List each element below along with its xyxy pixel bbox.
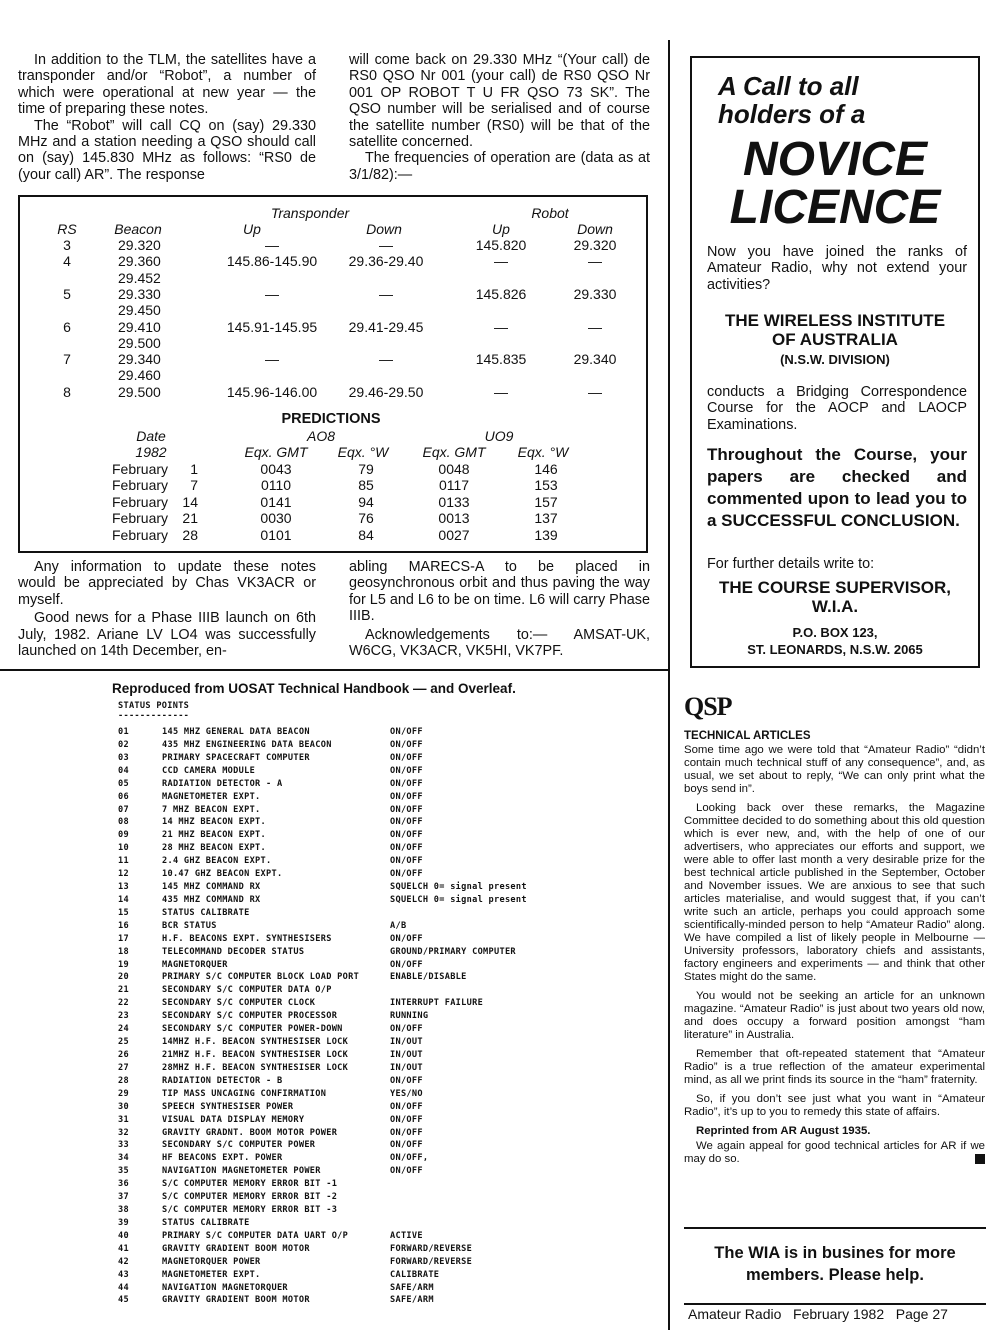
status-description: RADIATION DETECTOR - B	[162, 1075, 283, 1086]
freq-cell-t-up: —	[265, 237, 279, 253]
freq-cell-r-up: —	[494, 383, 508, 400]
prediction-cell-day: 7	[190, 477, 198, 494]
status-description: S/C COMPUTER MEMORY ERROR BIT -3	[162, 1205, 338, 1216]
ao8-gmt-header: Eqx. GMT	[244, 444, 308, 460]
status-number: 40	[118, 1230, 129, 1241]
listing-heading: Reproduced from UOSAT Technical Handbook — and Overleaf.	[112, 681, 516, 696]
qsp-article	[684, 730, 985, 1166]
status-value: SQUELCH 0= signal present	[390, 882, 527, 893]
paragraph: Any information to update these notes would be appreciated by Chas VK3ACR or myself.	[18, 559, 316, 608]
status-number: 11	[118, 856, 129, 867]
status-description: SECONDARY S/C COMPUTER POWER	[162, 1140, 316, 1151]
status-number: 04	[118, 765, 129, 776]
freq-cell-r-up: —	[494, 318, 508, 335]
status-description: BCR STATUS	[162, 920, 217, 931]
status-description: SECONDARY S/C COMPUTER DATA O/P	[162, 985, 332, 996]
ao8-label: AO8	[306, 428, 336, 444]
status-description: 28MHZ H.F. BEACON SYNTHESISER LOCK	[162, 1062, 349, 1073]
status-value: ON/OFF	[390, 1114, 423, 1125]
freq-cell-beacon: 29.500	[118, 383, 161, 400]
advert-write: For further details write to:	[707, 556, 875, 572]
prediction-cell-ao8-gmt: 0030	[260, 510, 292, 527]
paragraph: Good news for a Phase IIIB launch on 6th July, 1982. Ariane LV LO4 was successfully launched on 14th December, en-	[18, 610, 316, 660]
prediction-cell-uo9-gmt: 0117	[438, 477, 470, 494]
end-square-icon	[975, 1154, 985, 1164]
prediction-cell-day: 21	[182, 510, 198, 527]
status-number: 01	[118, 727, 129, 737]
status-value: GROUND/PRIMARY COMPUTER	[390, 946, 516, 957]
status-number: 33	[118, 1140, 129, 1151]
status-value: SQUELCH 0= signal present	[390, 894, 527, 905]
status-number: 41	[118, 1243, 129, 1254]
status-description: 21 MHZ BEACON EXPT.	[162, 830, 267, 841]
status-value: CALIBRATE	[390, 1269, 440, 1280]
status-description: HF BEACONS EXPT. POWER	[162, 1153, 283, 1164]
status-description: 435 MHZ COMMAND RX	[162, 894, 261, 905]
notes-column-1	[18, 559, 316, 659]
status-value: ACTIVE	[390, 1230, 423, 1241]
status-number: 06	[118, 791, 129, 802]
prediction-cell-uo9-w: 157	[534, 493, 558, 510]
advert-address	[692, 624, 978, 658]
status-number: 16	[118, 920, 129, 931]
status-value: SAFE/ARM	[390, 1282, 434, 1293]
freq-cell-r-down: 29.320	[573, 237, 617, 253]
status-number: 43	[118, 1269, 129, 1280]
status-number: 18	[118, 946, 129, 957]
prediction-cell-ao8-gmt: 0141	[260, 493, 292, 510]
intro-column-2	[349, 52, 650, 183]
advert-org-line: OF AUSTRALIA	[772, 330, 898, 349]
advert-big-line: NOVICE	[742, 133, 928, 186]
qsp-paragraph: Remember that oft-repeated statement that “Amateur Radio” is a true reflection of the amateur experimental mind, as all we print finds its source in the “ham” fraternity.	[684, 1048, 985, 1086]
prediction-cell-uo9-w: 139	[534, 526, 558, 543]
status-description: 10.47 GHZ BEACON EXPT.	[162, 869, 283, 880]
status-number: 17	[118, 933, 129, 944]
freq-cell-t-down: —	[379, 351, 393, 368]
freq-cell-t-down: —	[379, 285, 393, 302]
status-value: ON/OFF	[390, 856, 423, 867]
prediction-cell-uo9-gmt: 0027	[438, 526, 470, 543]
freq-cell-rs: 3	[63, 237, 71, 253]
status-value: ON/OFF	[390, 752, 423, 763]
freq-cell-beacon: 29.460	[118, 367, 161, 384]
transponder-header: Transponder	[270, 205, 350, 221]
prediction-cell-uo9-w: 153	[534, 477, 558, 494]
advert-big-title	[692, 133, 978, 234]
freq-cell-beacon: 29.330	[118, 285, 161, 302]
status-value: ENABLE/DISABLE	[390, 972, 467, 983]
status-number: 37	[118, 1192, 129, 1203]
freq-cell-beacon: 29.410	[118, 318, 161, 335]
status-number: 14	[118, 894, 129, 905]
freq-cell-t-down: 29.46-29.50	[348, 383, 424, 400]
status-description: SPEECH SYNTHESISER POWER	[162, 1101, 294, 1112]
freq-cell-r-down: —	[588, 318, 602, 335]
freq-cell-t-up: 145.86-145.90	[226, 253, 318, 270]
status-description: S/C COMPUTER MEMORY ERROR BIT -2	[162, 1192, 338, 1203]
status-number: 39	[118, 1217, 129, 1228]
status-description: 21MHZ H.F. BEACON SYNTHESISER LOCK	[162, 1050, 349, 1060]
status-number: 09	[118, 830, 129, 841]
freq-cell-rs: 6	[63, 318, 71, 335]
prediction-cell-month: February	[112, 493, 169, 510]
robot-header: Robot	[531, 205, 569, 221]
paragraph: abling MARECS-A to be placed in geosynchronous orbit and thus paving the way for L5 and L6 to be on time. L6 will carry Phase IIIB.	[349, 559, 650, 625]
status-value: ON/OFF	[390, 830, 423, 841]
uo9-label: UO9	[484, 428, 514, 444]
paragraph: The frequencies of operation are (data as at 3/1/82):—	[349, 150, 650, 183]
status-value: ON/OFF	[390, 1140, 423, 1151]
wia-membership-box: The WIA is in busines for more members. Please help.	[714, 1244, 956, 1284]
status-value: ON/OFF	[390, 1101, 423, 1112]
advert-supervisor-line: THE COURSE SUPERVISOR,	[718, 578, 952, 597]
status-value: ON/OFF	[390, 727, 423, 737]
predictions-title: PREDICTIONS	[281, 411, 381, 427]
paragraph: In addition to the TLM, the satellites have a transponder and/or “Robot”, a number of which were operational at new year — the time of preparing these notes.	[18, 52, 316, 118]
status-number: 19	[118, 959, 129, 970]
freq-cell-rs: 5	[63, 285, 71, 302]
status-value: ON/OFF	[390, 1127, 423, 1138]
freq-cell-beacon: 29.360	[118, 253, 161, 270]
status-description: PRIMARY S/C COMPUTER DATA UART O/P	[162, 1230, 349, 1241]
advert-intro: Now you have joined the ranks of Amateur Radio, why not extend your activities?	[707, 244, 967, 293]
page-footer: Amateur Radio February 1982 Page 27	[688, 1306, 948, 1322]
status-value: A/B	[390, 920, 407, 931]
col-robot-down: Down	[577, 221, 613, 237]
status-number: 05	[118, 778, 129, 789]
status-value: ON/OFF,	[390, 1153, 429, 1164]
frequency-table	[18, 195, 648, 553]
status-number: 25	[118, 1037, 129, 1048]
prediction-cell-uo9-w: 146	[534, 461, 558, 477]
status-description: GRAVITY GRADNT. BOOM MOTOR POWER	[162, 1127, 338, 1138]
freq-cell-rs: 7	[63, 351, 71, 368]
status-description: SECONDARY S/C COMPUTER CLOCK	[162, 998, 316, 1009]
year-label: 1982	[135, 444, 167, 460]
status-description: RADIATION DETECTOR - A	[162, 778, 283, 789]
advert-supervisor	[692, 578, 978, 616]
advert-division: (N.S.W. DIVISION)	[780, 352, 890, 367]
prediction-cell-month: February	[112, 526, 169, 543]
status-description: TIP MASS UNCAGING CONFIRMATION	[162, 1088, 327, 1099]
status-description: 2.4 GHZ BEACON EXPT.	[162, 856, 272, 867]
freq-cell-t-up: —	[265, 351, 279, 368]
freq-cell-r-up: —	[494, 253, 508, 270]
horizontal-rule	[0, 669, 670, 671]
col-beacon: Beacon	[114, 221, 162, 237]
prediction-cell-ao8-gmt: 0101	[260, 526, 292, 543]
status-value: ON/OFF	[390, 804, 423, 815]
paragraph: will come back on 29.330 MHz “(Your call) de RS0 QSO Nr 001 (your call) de RS0 QSO Nr 001 OP ROBOT T U FR QSO 73 SK”. The QSO number will be serialised and of course the satellite number (RS0) will be that of the satellite concerned.	[349, 52, 650, 151]
prediction-cell-uo9-gmt: 0048	[438, 461, 470, 477]
notes-column-2	[349, 559, 650, 659]
freq-cell-r-down: 29.330	[573, 285, 617, 302]
status-number: 38	[118, 1205, 129, 1216]
freq-cell-rs: 4	[63, 253, 71, 270]
status-number: 23	[118, 1011, 129, 1022]
qsp-paragraph: Some time ago we were told that “Amateur Radio” “didn’t contain much technical stuff of any consequence”, and, as usual, we set about to reply, “We can only print what the boys send in”.	[684, 744, 985, 795]
status-value: RUNNING	[390, 1011, 429, 1022]
status-description: STATUS CALIBRATE	[162, 907, 250, 918]
status-number: 34	[118, 1153, 129, 1164]
prediction-cell-month: February	[112, 477, 169, 494]
col-transponder-up: Up	[243, 221, 261, 237]
freq-cell-t-up: 145.91-145.95	[226, 318, 318, 335]
status-value: IN/OUT	[390, 1062, 423, 1073]
uo9-w-header: Eqx. °W	[517, 444, 569, 460]
status-value: ON/OFF	[390, 843, 423, 854]
status-value: ON/OFF	[390, 869, 423, 880]
status-number: 22	[118, 998, 129, 1009]
freq-cell-beacon: 29.450	[118, 302, 161, 319]
status-number: 02	[118, 739, 129, 750]
novice-licence-advert	[690, 56, 980, 668]
prediction-cell-ao8-gmt: 0110	[260, 477, 292, 494]
advert-emphasis: Throughout the Course, your papers are checked and commented upon to lead you to a SUCCESSFUL CONCLUSION.	[707, 445, 967, 530]
prediction-cell-ao8-w: 84	[358, 526, 374, 543]
status-number: 44	[118, 1282, 129, 1293]
listing-underline: -------------	[118, 711, 190, 721]
freq-cell-r-up: 145.826	[475, 285, 527, 302]
freq-cell-t-down: 29.41-29.45	[348, 318, 424, 335]
freq-cell-r-up: 145.835	[475, 351, 527, 368]
paragraph: The “Robot” will call CQ on (say) 29.330 MHz and a station needing a QSO should call on (say) 145.830 MHz as follows: “RS0 de (your call) AR”. The response	[18, 117, 316, 183]
footer-rule	[684, 1303, 986, 1305]
status-description: MAGNETORQUER	[162, 959, 228, 970]
prediction-cell-ao8-w: 79	[358, 461, 374, 477]
status-number: 20	[118, 972, 129, 983]
status-value: ON/OFF	[390, 959, 423, 970]
status-value: SAFE/ARM	[390, 1295, 434, 1306]
status-description: 28 MHZ BEACON EXPT.	[162, 843, 267, 854]
listing-title: STATUS POINTS	[118, 701, 190, 711]
status-value: FORWARD/REVERSE	[390, 1243, 473, 1254]
paragraph: Acknowledgements to:— AMSAT-UK, W6CG, VK3ACR, VK5HI, VK7PF.	[349, 626, 650, 660]
freq-cell-t-up: —	[265, 285, 279, 302]
col-transponder-down: Down	[366, 221, 402, 237]
freq-cell-r-up: 145.820	[475, 237, 527, 253]
uo9-gmt-header: Eqx. GMT	[422, 444, 486, 460]
advert-big-line: LICENCE	[729, 181, 941, 234]
status-description: MAGNETORQUER POWER	[162, 1256, 261, 1267]
status-number: 03	[118, 752, 129, 763]
freq-cell-r-down: —	[588, 383, 602, 400]
advert-heading	[718, 72, 865, 128]
prediction-cell-day: 28	[182, 526, 198, 543]
status-description: S/C COMPUTER MEMORY ERROR BIT -1	[162, 1179, 338, 1190]
status-description: GRAVITY GRADIENT BOOM MOTOR	[162, 1243, 310, 1254]
status-description: GRAVITY GRADIENT BOOM MOTOR	[162, 1295, 310, 1306]
status-value: ON/OFF	[390, 1166, 423, 1177]
advert-org	[692, 311, 978, 349]
status-number: 45	[118, 1295, 129, 1306]
advert-address-line: ST. LEONARDS, N.S.W. 2065	[747, 642, 923, 657]
advert-org-line: THE WIRELESS INSTITUTE	[724, 311, 946, 330]
status-description: SECONDARY S/C COMPUTER POWER-DOWN	[162, 1024, 343, 1035]
status-number: 29	[118, 1088, 129, 1099]
prediction-cell-month: February	[112, 461, 169, 477]
freq-cell-t-down: 29.36-29.40	[348, 253, 424, 270]
qsp-paragraph: You would not be seeking an article for an unknown magazine. “Amateur Radio” is just about two years old now, and does occupy a forward position amongst “ham literature” in Australia.	[684, 990, 985, 1041]
status-value: IN/OUT	[390, 1050, 423, 1060]
status-number: 42	[118, 1256, 129, 1267]
col-rs: RS	[57, 221, 77, 237]
status-number: 28	[118, 1075, 129, 1086]
vertical-rule	[668, 40, 670, 1330]
qsp-logo: QSP	[684, 692, 732, 721]
status-description: VISUAL DATA DISPLAY MEMORY	[162, 1114, 305, 1125]
status-number: 24	[118, 1024, 129, 1035]
prediction-cell-uo9-gmt: 0133	[438, 493, 470, 510]
status-number: 32	[118, 1127, 129, 1138]
freq-cell-beacon: 29.452	[118, 269, 161, 286]
date-label: Date	[136, 428, 166, 444]
status-description: NAVIGATION MAGNETOMETER POWER	[162, 1166, 321, 1177]
status-description: H.F. BEACONS EXPT. SYNTHESISERS	[162, 933, 332, 944]
status-number: 21	[118, 985, 129, 996]
status-description: CCD CAMERA MODULE	[162, 765, 256, 776]
prediction-cell-day: 1	[190, 461, 198, 477]
status-value: ON/OFF	[390, 1024, 423, 1035]
intro-column-1	[18, 52, 316, 183]
status-number: 10	[118, 843, 129, 854]
status-number: 13	[118, 882, 129, 893]
status-description: 14 MHZ BEACON EXPT.	[162, 817, 267, 828]
status-value: INTERRUPT FAILURE	[390, 998, 484, 1009]
qsp-reprint-note: Reprinted from AR August 1935.	[696, 1125, 871, 1137]
prediction-cell-uo9-gmt: 0013	[438, 510, 470, 527]
freq-cell-beacon: 29.340	[118, 351, 161, 368]
prediction-cell-day: 14	[182, 493, 198, 510]
status-value: ON/OFF	[390, 739, 423, 750]
status-description: 145 MHZ COMMAND RX	[162, 882, 261, 893]
status-number: 15	[118, 907, 129, 918]
status-number: 12	[118, 869, 129, 880]
status-value: ON/OFF	[390, 1075, 423, 1086]
status-value: ON/OFF	[390, 778, 423, 789]
qsp-paragraph: So, if you don’t see just what you want in “Amateur Radio”, it’s up to you to remedy this state of affairs.	[684, 1093, 985, 1118]
status-value: YES/NO	[390, 1088, 423, 1099]
status-number: 27	[118, 1062, 129, 1073]
qsp-paragraph: Looking back over these remarks, the Magazine Committee decided to do something about this old question which is ever new, and, with the help of one of our advertisers, who appreciates our efforts and support, we were able to offer last month a very desirable prize for the best technical article published in the September, October and November issues. We are anxious to see that such articles materialise, and would suggest that, if you can’t write such an article, perhaps you could approach some scientifically-minded person to help “Amateur Radio” along. We have compiled a list of likely people in Melbourne — University professors, laboratory chiefs and assistants, factory engineers and experiments — and think that other States might do the same.	[684, 802, 985, 983]
status-description: MAGNETOMETER EXPT.	[162, 1269, 261, 1280]
status-number: 36	[118, 1179, 129, 1190]
freq-cell-t-down: —	[379, 237, 393, 253]
status-description: TELECOMMAND DECODER STATUS	[162, 946, 305, 957]
col-robot-up: Up	[492, 221, 510, 237]
status-number: 26	[118, 1050, 129, 1060]
status-description: 14MHZ H.F. BEACON SYNTHESISER LOCK	[162, 1037, 349, 1048]
prediction-cell-ao8-w: 85	[358, 477, 374, 494]
wia-rule	[684, 1227, 986, 1229]
freq-cell-rs: 8	[63, 383, 71, 400]
advert-heading-line: A Call to all	[718, 71, 859, 101]
prediction-cell-month: February	[112, 510, 169, 527]
status-number: 35	[118, 1166, 129, 1177]
status-description: PRIMARY SPACECRAFT COMPUTER	[162, 752, 310, 763]
freq-cell-beacon: 29.500	[118, 334, 161, 351]
prediction-cell-ao8-w: 76	[358, 510, 374, 527]
ao8-w-header: Eqx. °W	[337, 444, 389, 460]
status-description: SECONDARY S/C COMPUTER PROCESSOR	[162, 1011, 338, 1022]
prediction-cell-ao8-gmt: 0043	[260, 461, 292, 477]
prediction-cell-uo9-w: 137	[534, 510, 558, 527]
status-description: MAGNETOMETER EXPT.	[162, 791, 261, 802]
status-value: ON/OFF	[390, 817, 423, 828]
qsp-heading: TECHNICAL ARTICLES	[684, 730, 811, 742]
prediction-cell-ao8-w: 94	[358, 493, 374, 510]
status-value: ON/OFF	[390, 933, 423, 944]
freq-cell-r-down: 29.340	[573, 351, 617, 368]
status-value: ON/OFF	[390, 791, 423, 802]
status-description: NAVIGATION MAGNETORQUER	[162, 1282, 288, 1293]
status-value: FORWARD/REVERSE	[390, 1256, 473, 1267]
status-number: 07	[118, 804, 129, 815]
status-description: 7 MHZ BEACON EXPT.	[162, 804, 261, 815]
status-number: 30	[118, 1101, 129, 1112]
status-value: ON/OFF	[390, 765, 423, 776]
status-description: 435 MHZ ENGINEERING DATA BEACON	[162, 739, 332, 750]
status-number: 31	[118, 1114, 129, 1125]
status-value: IN/OUT	[390, 1037, 423, 1048]
freq-cell-beacon: 29.320	[118, 237, 161, 253]
status-description: PRIMARY S/C COMPUTER BLOCK LOAD PORT	[162, 972, 360, 983]
advert-course: conducts a Bridging Correspondence Course for the AOCP and LAOCP Examinations.	[707, 384, 967, 433]
status-description: 145 MHZ GENERAL DATA BEACON	[162, 727, 310, 737]
advert-address-line: P.O. BOX 123,	[792, 625, 878, 640]
qsp-appeal: We again appeal for good technical articles for AR if we may do so.	[684, 1140, 985, 1165]
status-number: 08	[118, 817, 129, 828]
freq-cell-t-up: 145.96-146.00	[226, 383, 318, 400]
status-description: STATUS CALIBRATE	[162, 1217, 250, 1228]
freq-cell-r-down: —	[588, 253, 602, 270]
advert-heading-line: holders of a	[718, 99, 866, 129]
advert-supervisor-line: W.I.A.	[811, 597, 859, 616]
